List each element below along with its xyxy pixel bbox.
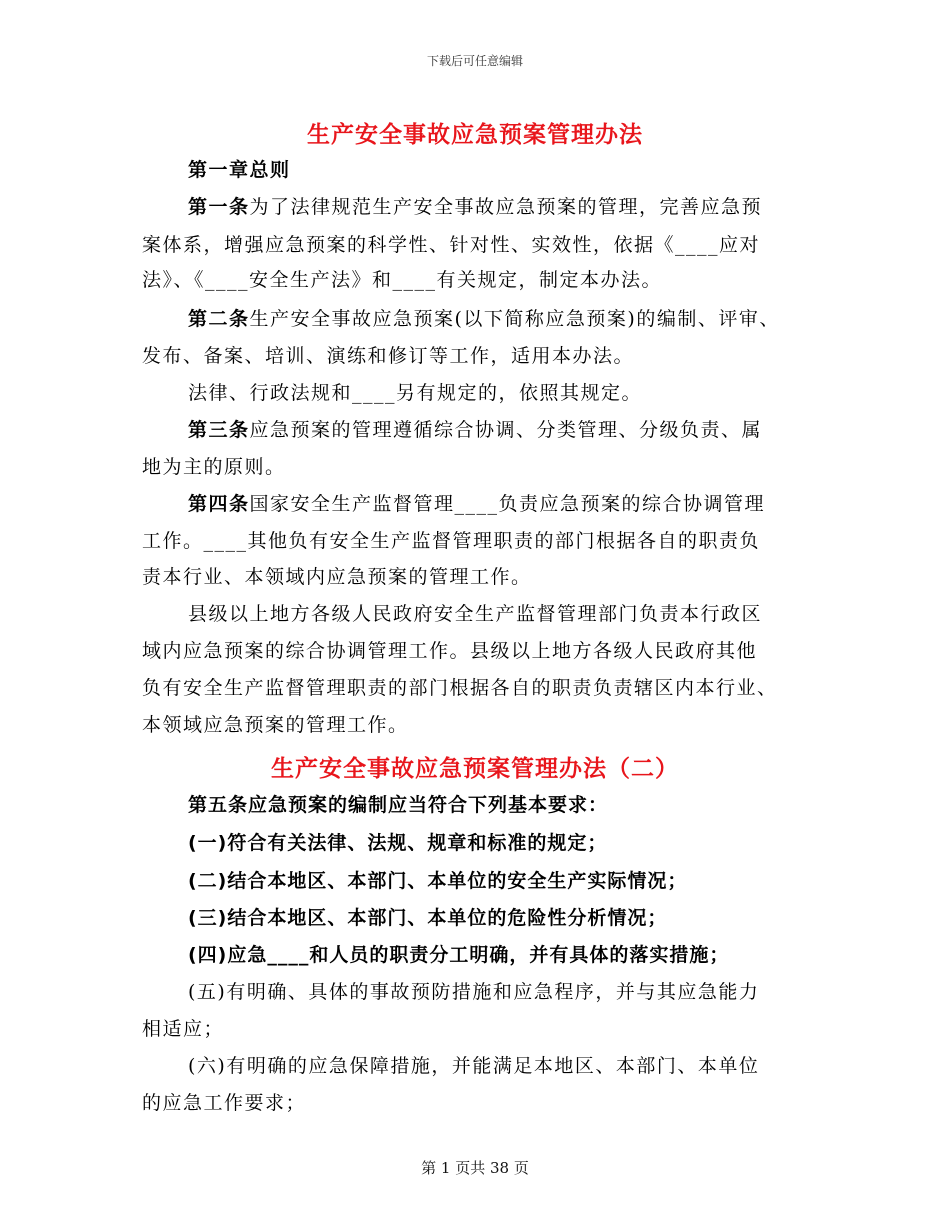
article-1-text: 为了法律规范生产安全事故应急预案的管理，完善应急预 (249, 196, 763, 218)
section-title-2: 生产安全事故应急预案管理办法（二） (271, 756, 679, 782)
page-footer: 第 1 页共 38 页 (421, 1159, 529, 1177)
article-5-item-6-line-1: (六)有明确的应急保障措施，并能满足本地区、本部门、本单位 (188, 1055, 760, 1077)
article-5-item-1: (一)符合有关法律、法规、规章和标准的规定； (188, 832, 608, 854)
article-1-line-3: 法》、《____安全生产法》和____有关规定，制定本办法。 (142, 269, 663, 291)
article-3-line-2: 地为主的原则。 (142, 456, 286, 478)
article-2-label: 第二条 (188, 308, 250, 330)
article-4-line-3: 责本行业、本领域内应急预案的管理工作。 (142, 566, 532, 588)
article-4-paragraph-2-line-2: 域内应急预案的综合协调管理工作。县级以上地方各级人民政府其他 (142, 640, 758, 662)
article-2-line-2: 发布、备案、培训、演练和修订等工作，适用本办法。 (142, 345, 635, 367)
article-5-item-2: (二)结合本地区、本部门、本单位的安全生产实际情况； (188, 870, 688, 892)
article-4-paragraph-2-line-1: 县级以上地方各级人民政府安全生产监督管理部门负责本行政区 (188, 603, 763, 625)
article-5-item-3: (三)结合本地区、本部门、本单位的危险性分析情况； (188, 907, 668, 929)
article-1-line-2: 案体系，增强应急预案的科学性、针对性、实效性，依据《____应对 (142, 234, 761, 256)
article-4-label: 第四条 (188, 493, 250, 515)
page-header: 下载后可任意编辑 (426, 54, 523, 68)
document-title: 生产安全事故应急预案管理办法 (307, 122, 643, 148)
article-1-line-1 (188, 195, 858, 219)
article-3-label: 第三条 (188, 419, 250, 441)
article-2-text: 生产安全事故应急预案(以下简称应急预案)的编制、评审、 (249, 308, 780, 330)
article-5-item-6-line-2: 的应急工作要求； (142, 1092, 307, 1114)
article-4-paragraph-2-line-4: 本领域应急预案的管理工作。 (142, 714, 409, 736)
article-5-intro: 第五条应急预案的编制应当符合下列基本要求： (188, 794, 609, 816)
article-2-paragraph-2: 法律、行政法规和____另有规定的，依照其规定。 (188, 382, 643, 404)
article-3-line-1 (188, 418, 858, 442)
chapter-heading: 第一章总则 (188, 159, 291, 181)
article-5-item-4: (四)应急____和人员的职责分工明确，并有具体的落实措施； (188, 944, 730, 966)
article-4-line-2: 工作。____其他负有安全生产监督管理职责的部门根据各自的职责负 (142, 530, 761, 552)
article-1-label: 第一条 (188, 196, 250, 218)
article-4-line-1 (188, 492, 858, 516)
article-2-line-1 (188, 307, 858, 331)
article-3-text: 应急预案的管理遵循综合协调、分类管理、分级负责、属 (249, 419, 763, 441)
article-4-text: 国家安全生产监督管理____负责应急预案的综合协调管理 (249, 493, 766, 515)
article-5-item-5-line-1: (五)有明确、具体的事故预防措施和应急程序，并与其应急能力 (188, 981, 760, 1003)
article-5-item-5-line-2: 相适应； (142, 1018, 225, 1040)
article-4-paragraph-2-line-3: 负有安全生产监督管理职责的部门根据各自的职责负责辖区内本行业、 (142, 677, 778, 699)
